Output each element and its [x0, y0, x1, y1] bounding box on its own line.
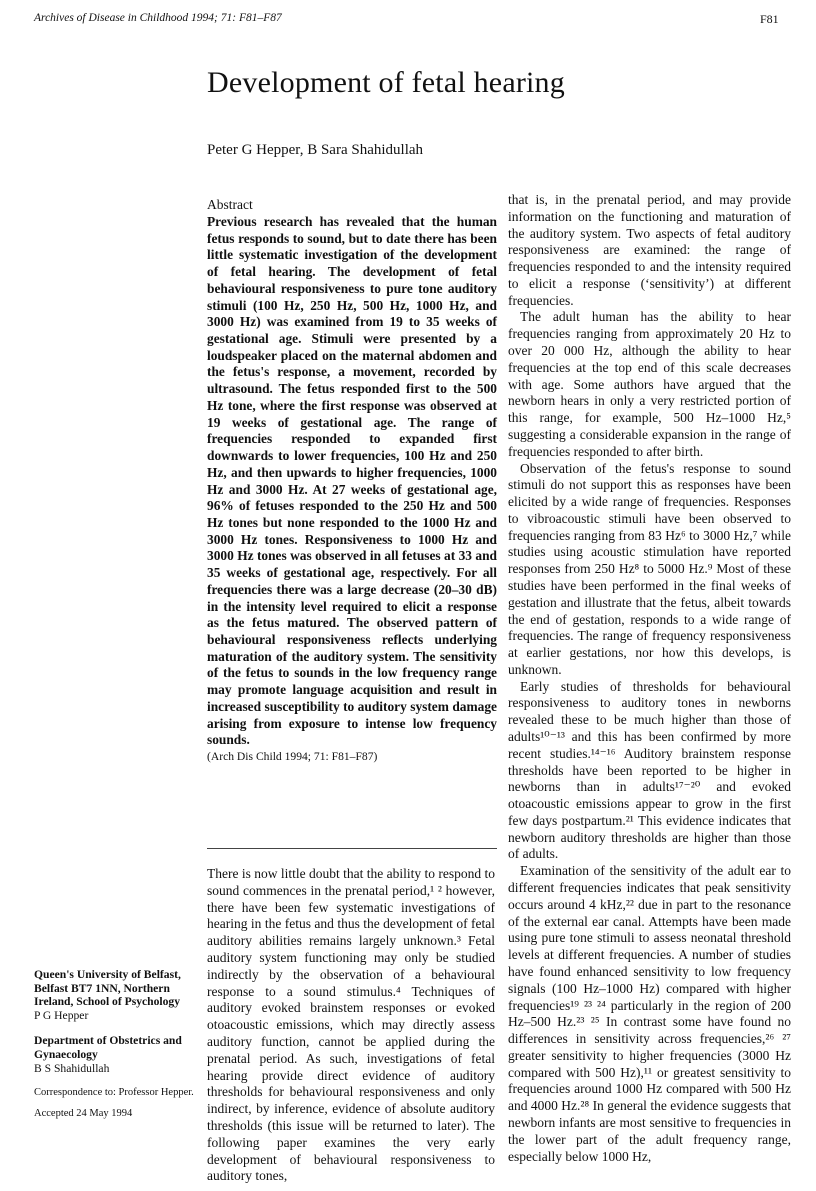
affiliation-1-org: Queen's University of Belfast, Belfast BT7 1NN, Northern Ireland, School of Psychology [34, 968, 181, 1009]
affiliation-2-name: B S Shahidullah [34, 1061, 110, 1075]
abstract-divider [207, 848, 497, 849]
affiliation-1-name: P G Hepper [34, 1008, 89, 1022]
body-paragraph: Early studies of thresholds for behavioural responsiveness to auditory tones in newborns revealed these to be much higher than those of adults¹⁰⁻¹³ and this has been confirmed by more recent studies.¹⁴⁻¹⁶ Auditory brainstem response thresholds have been reported to be higher in newborns than in adults¹⁷⁻²⁰ and evoked otoacoustic emissions appear to grow in the first few days postpartum.²¹ This evidence indicates that newborn auditory thresholds are higher than those of adults. [508, 678, 791, 862]
abstract-body: Previous research has revealed that the human fetus responds to sound, but to date there has been little systematic investigation of the development of fetal hearing. The development of fetal behavioural responsiveness to pure tone auditory stimuli (100 Hz, 250 Hz, 500 Hz, 1000 Hz, and 3000 Hz) was examined from 19 to 35 weeks of gestational age. Stimuli were presented by a loudspeaker placed on the maternal abdomen and the fetus's response, a movement, recorded by ultrasound. The fetus responded first to the 500 Hz tone, where the first response was observed at 19 weeks of gestational age. The range of frequencies responded to expanded first downwards to lower frequencies, 100 Hz and 250 Hz, and then upwards to higher frequencies, 1000 Hz and 3000 Hz. At 27 weeks of gestational age, 96% of fetuses responded to the 250 Hz and 500 Hz tones but none responded to the 1000 Hz and 3000 Hz tones. Responsiveness to 1000 Hz and 3000 Hz tones was observed in all fetuses at 33 and 35 weeks of gestational age, respectively. For all frequencies there was a large decrease (20–30 dB) in the intensity level required to elicit a response as the fetus matured. The observed pattern of behavioural responsiveness reflects underlying maturation of the auditory system. The sensitivity of the fetus to sounds in the low frequency range may promote language acquisition and result in increased susceptibility to auditory system damage arising from exposure to intense low frequency sounds. [207, 214, 497, 748]
accepted-date: Accepted 24 May 1994 [34, 1107, 133, 1119]
body-paragraph: The adult human has the ability to hear frequencies ranging from approximately 20 Hz to over 20 000 Hz, although the ability to hear frequencies at the top end of this scale decreases with age. Some authors have argued that the newborn hears in only a very restricted portion of this range, for example, 500 Hz–1000 Hz,⁵ suggesting a considerable expansion in the range of frequencies responded to after birth. [508, 309, 791, 459]
body-paragraph: There is now little doubt that the ability to respond to sound commences in the prenatal period,¹ ² however, there have been few systematic investigations of hearing in the fetus and thus the development of fetal auditory abilities remains largely unknown.³ Fetal auditory system functioning may only be studied indirectly by the observation of a behavioural response to a sound stimulus.⁴ Techniques of auditory evoked brainstem responses or evoked otoacoustic emissions, which may directly assess auditory function, cannot be applied during the prenatal period. As such, investigations of fetal hearing provide direct evidence of auditory thresholds for behavioural responsiveness and only indirect, by inference, evidence of absolute auditory thresholds (this issue will be returned to later). The following paper examines the very early development of behavioural responsiveness to auditory tones, [207, 866, 495, 1184]
affiliation-2-org: Department of Obstetrics and Gynaecology [34, 1034, 182, 1061]
article-title: Development of fetal hearing [207, 66, 565, 99]
author-list: Peter G Hepper, B Sara Shahidullah [207, 142, 424, 158]
journal-reference: Archives of Disease in Childhood 1994; 71: F81–F87 [34, 12, 282, 24]
body-paragraph: Examination of the sensitivity of the adult ear to different frequencies indicates that peak sensitivity occurs around 4 kHz,²² due in part to the resonance of the external ear canal. Attempts have been made using pure tone stimuli to assess neonatal threshold levels at different frequencies. A number of studies have found enhanced sensitivity to low frequency signals (100 Hz–1000 Hz) compared with higher frequencies¹⁹ ²³ ²⁴ particularly in the region of 200 Hz–500 Hz.²³ ²⁵ In contrast some have found no differences in sensitivity across frequencies,²⁶ ²⁷ greater sensitivity to higher frequencies (3000 Hz compared with 500 Hz),¹¹ or greatest sensitivity to frequencies around 1000 Hz compared with 500 Hz and 4000 Hz.²⁸ In general the evidence suggests that newborn infants are most sensitive to frequencies in the lower part of the adult frequency range, especially below 1000 Hz, [508, 863, 791, 1164]
abstract-section [207, 197, 497, 763]
body-column-right [508, 192, 791, 1165]
body-paragraph: Observation of the fetus's response to sound stimuli do not support this as responses have been elicited by a wide range of frequencies. Responses to vibroacoustic stimuli have been observed to frequencies ranging from 83 Hz⁶ to 3000 Hz,⁷ while studies using acoustic stimulation have reported responses from 250 Hz⁸ to 5000 Hz.⁹ Most of these studies have been performed in the final weeks of gestation and illustrate that the fetus, albeit towards the end of gestation, responds to a wide range of frequencies. The range of frequency responsiveness at earlier gestations, nor how this develops, is unknown. [508, 460, 791, 677]
abstract-heading: Abstract [207, 197, 253, 212]
body-column-left [207, 866, 495, 1185]
page-number: F81 [760, 12, 779, 26]
abstract-citation: (Arch Dis Child 1994; 71: F81–F87) [207, 750, 378, 763]
affiliation-block [34, 968, 194, 1120]
correspondence-note: Correspondence to: Professor Hepper. [34, 1087, 194, 1099]
body-paragraph: that is, in the prenatal period, and may provide information on the functioning and maturation of the auditory system. Two aspects of fetal auditory responsiveness are examined: the range of frequencies responded to and the intensity required to elicit a response (‘sensitivity’) at different frequencies. [508, 192, 791, 308]
